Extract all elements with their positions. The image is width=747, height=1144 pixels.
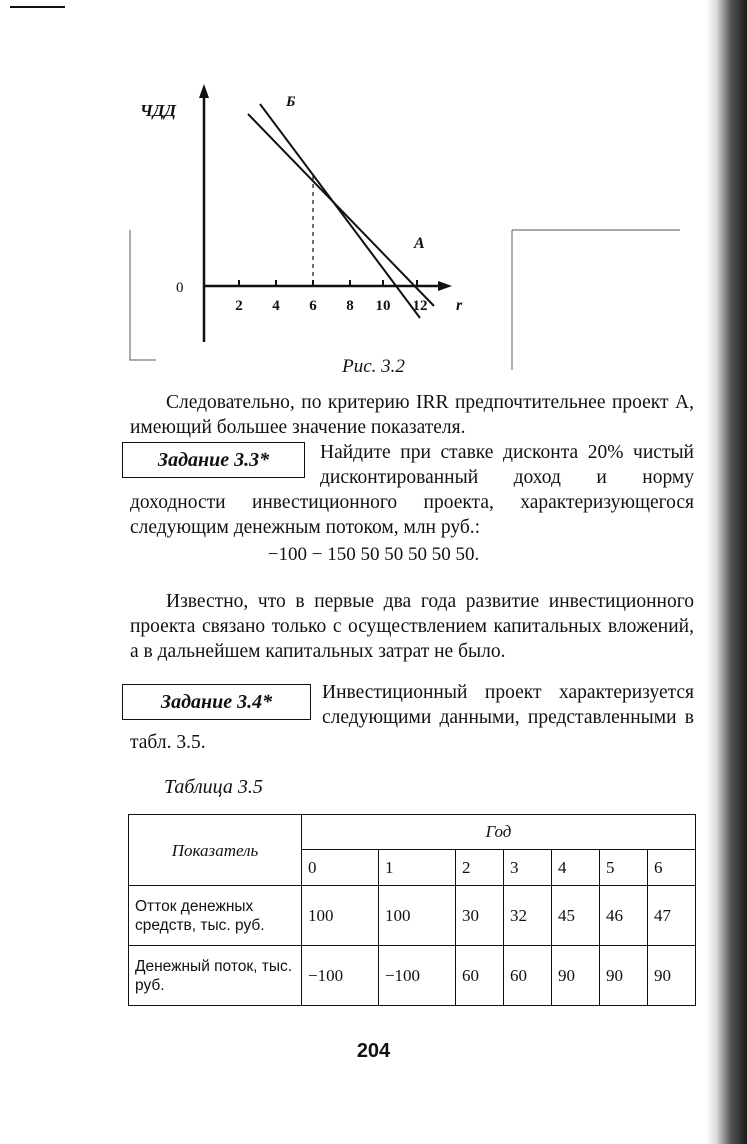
table-cell: 30 (455, 886, 503, 946)
label-spacer (130, 680, 322, 728)
task-3-3-text (130, 440, 694, 540)
row-label: Отток денежных средств, тыс. руб. (129, 886, 302, 946)
page-number: 204 (356, 1040, 391, 1062)
data-table (128, 814, 696, 1006)
npv-irr-figure (120, 80, 720, 380)
line-a-label: А (414, 235, 425, 252)
x-tick-label: 4 (272, 298, 280, 314)
table-cell: 60 (455, 946, 503, 1006)
y-axis-label: ЧДД (140, 101, 176, 120)
year-cell: 3 (503, 850, 551, 886)
year-cell: 5 (599, 850, 647, 886)
line-a (248, 114, 434, 306)
table-cell: 100 (378, 886, 455, 946)
top-rule (10, 6, 65, 8)
header-indicator: Показатель (129, 815, 302, 886)
figure-caption: Рис. 3.2 (342, 356, 405, 377)
table-row (129, 946, 696, 1006)
label-spacer (130, 440, 320, 488)
year-cell: 0 (302, 850, 379, 886)
table-header-row (129, 815, 696, 850)
right-frame (512, 230, 680, 370)
table-cell: −100 (302, 946, 379, 1006)
year-cell: 2 (455, 850, 503, 886)
table-cell: 32 (503, 886, 551, 946)
table-cell: 45 (551, 886, 599, 946)
task-3-4-body: Инвестиционный проект характеризуется следующими данными, представленными в табл. 3.5. (130, 682, 694, 753)
year-cell: 4 (551, 850, 599, 886)
x-tick-label: 8 (346, 298, 354, 314)
year-cell: 1 (378, 850, 455, 886)
table-cell: 60 (503, 946, 551, 1006)
table-cell: 100 (302, 886, 379, 946)
table-cell: 90 (551, 946, 599, 1006)
table-cell: 90 (599, 946, 647, 1006)
y-axis-arrow (199, 84, 209, 98)
row-label: Денежный поток, тыс. руб. (129, 946, 302, 1006)
paragraph-irr-conclusion: Следовательно, по критерию IRR предпочтительнее проект А, имеющий большее значение показателя. (130, 392, 694, 438)
x-axis-arrow (438, 281, 452, 291)
table-row (129, 886, 696, 946)
year-cell: 6 (647, 850, 695, 886)
zero-label: 0 (176, 280, 184, 296)
line-b-label: Б (286, 94, 296, 110)
x-axis-label: r (456, 297, 463, 314)
task-3-3-label: Задание 3.3* (122, 442, 305, 478)
x-tick-label: 10 (375, 298, 391, 314)
table-cell: 90 (647, 946, 695, 1006)
table-cell: 47 (647, 886, 695, 946)
margin-frame (130, 230, 156, 360)
task-3-4-label: Задание 3.4* (122, 684, 311, 720)
task-3-4-text (130, 680, 694, 755)
header-year: Год (302, 815, 696, 850)
table-cell: −100 (378, 946, 455, 1006)
x-tick-label: 12 (412, 298, 428, 314)
table-title: Таблица 3.5 (164, 776, 263, 798)
x-tick-label: 6 (309, 298, 317, 314)
paragraph-capital-investment: Известно, что в первые два года развитие инвестиционного проекта связано только с осуществлением капитальных вложений, а в дальнейшем капитальных затрат не было. (130, 591, 694, 662)
table-cell: 46 (599, 886, 647, 946)
cash-flow-formula: −100 − 150 50 50 50 50 50. (267, 544, 480, 565)
x-tick-label: 2 (235, 298, 243, 314)
task-3-3-body: Найдите при ставке дисконта 20% чистый дисконтированный доход и норму доходности инвестиционного проекта, характеризующегося следующим денежным потоком, млн руб.: (130, 442, 694, 538)
